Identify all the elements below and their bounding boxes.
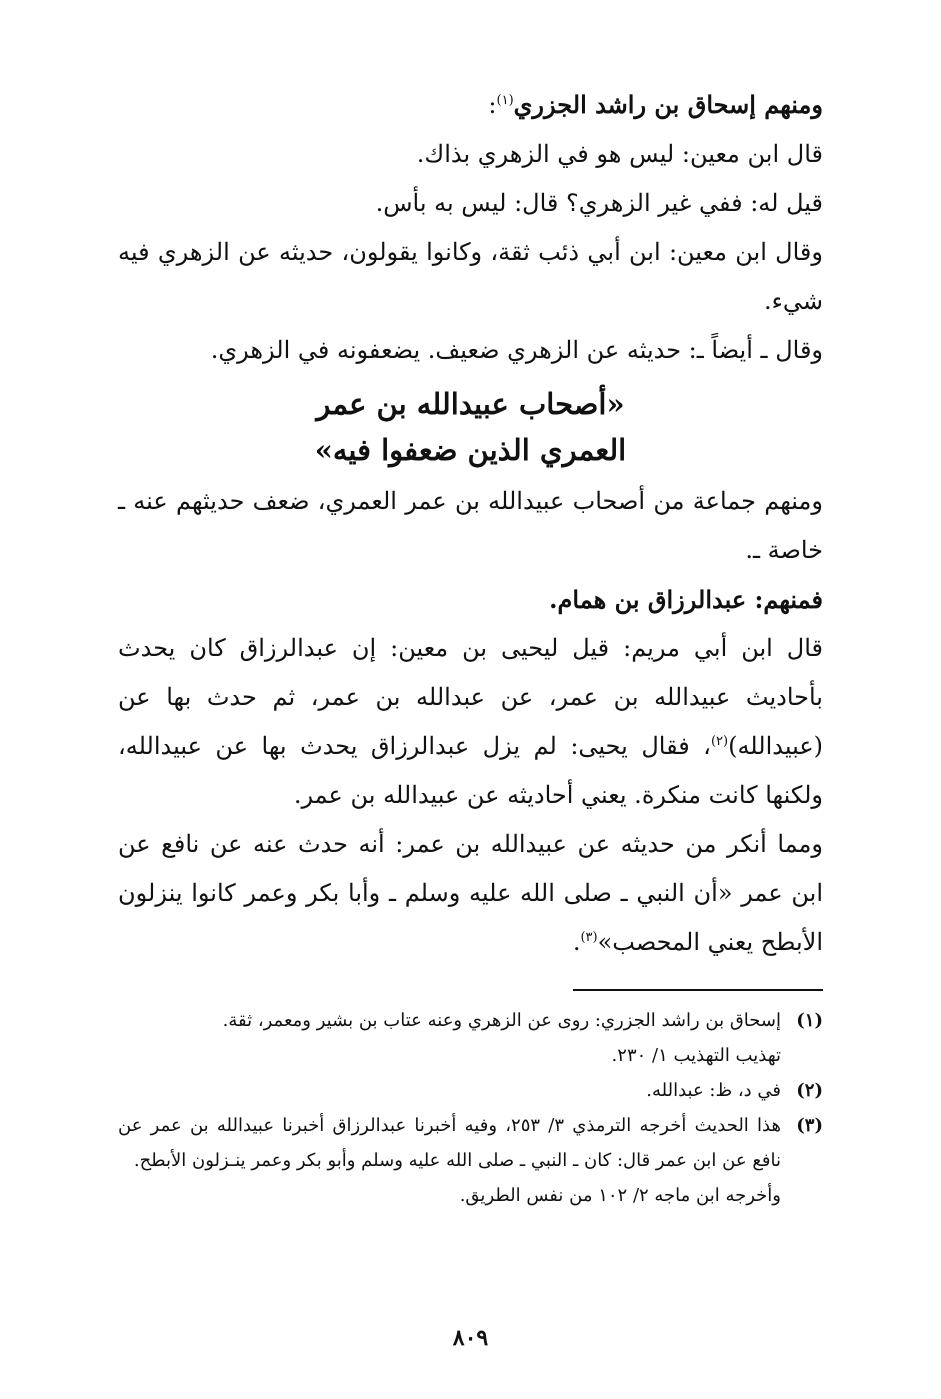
- footnote-line: إسحاق بن راشد الجزري: روى عن الزهري وعنه عتاب بن بشير ومعمر، ثقة.: [222, 1010, 781, 1031]
- footnote-ref-2[interactable]: (٢): [710, 734, 729, 749]
- footnote-body: [118, 1073, 781, 1108]
- paragraph-also-said: وقال ـ أيضاً ـ: حديثه عن الزهري ضعيف. يضعفونه في الزهري.: [210, 336, 823, 364]
- heading-line-2: العمري الذين ضعفوا فيه»: [314, 433, 627, 467]
- paragraph-ishaq-intro: [118, 80, 823, 130]
- footnote-2: [118, 1073, 823, 1108]
- footnote-body: [118, 1003, 781, 1073]
- footnote-1: [118, 1003, 823, 1073]
- footnote-body: [118, 1108, 781, 1213]
- page-number: ٨٠٩: [452, 1325, 489, 1351]
- paragraph-munkar-b: .: [572, 928, 581, 956]
- footnote-divider: [573, 989, 823, 991]
- colon: :: [488, 91, 497, 119]
- heading-line-1: «أصحاب عبيدالله بن عمر: [316, 387, 625, 421]
- footnote-line: وأخرجه ابن ماجه ٢/ ١٠٢ من نفس الطريق.: [459, 1185, 781, 1206]
- footnote-ref-3[interactable]: (٣): [580, 930, 598, 945]
- paragraph-abdulrazzaq: فمنهم: عبدالرزاق بن همام.: [549, 585, 823, 614]
- footnote-3: [118, 1108, 823, 1213]
- footnote-number: (٢): [796, 1080, 823, 1101]
- paragraph-ibn-abi-dhib: وقال ابن معين: ابن أبي ذئب ثقة، وكانوا يقولون، حديثه عن الزهري فيه شيء.: [118, 238, 823, 315]
- footnote-line: تهذيب التهذيب ١/ ٢٣٠.: [611, 1045, 781, 1066]
- paragraph-ibn-abi-maryam-b: ، فقال يحيى: لم يزل عبدالرزاق يحدث بها عن عبيدالله، ولكنها كانت منكرة. يعني أحاديثه عن عبيدالله بن عمر.: [118, 732, 823, 809]
- paragraph-ibn-abi-maryam-a: قال ابن أبي مريم: قيل ليحيى بن معين: إن عبدالرزاق كان يحدث بأحاديث عبيدالله بن عمر، عن عبدالله بن عمر، ثم حدث بها عن (عبيدالله): [118, 634, 823, 760]
- paragraph-ibn-abi-maryam: [118, 624, 823, 820]
- ishaq-title: ومنهم إسحاق بن راشد الجزري: [513, 90, 823, 119]
- paragraph-group: ومنهم جماعة من أصحاب عبيدالله بن عمر العمري، ضعف حديثهم عنه ـ خاصة ـ.: [118, 487, 823, 564]
- footnotes: [118, 1003, 823, 1213]
- paragraph-munkar: [118, 820, 823, 967]
- paragraph-question: قيل له: ففي غير الزهري؟ قال: ليس به بأس.: [375, 189, 823, 217]
- paragraph-munkar-a: ومما أنكر من حديثه عن عبيدالله بن عمر: أنه حدث عنه عن نافع عن ابن عمر «أن النبي ـ صلى الله عليه وسلم ـ وأبا بكر وعمر كانوا ينزلون الأبطح يعني المحصب»: [118, 830, 823, 956]
- section-text: [118, 477, 823, 967]
- main-text: [118, 80, 823, 375]
- footnote-line: هذا الحديث أخرجه الترمذي ٣/ ٢٥٣، وفيه أخبرنا عبدالرزاق أخبرنا عبيدالله بن عمر عن نافع عن ابن عمر قال: كان ـ النبي ـ صلى الله عليه وسلم وأبو بكر وعمر ينـزلون الأبطح.: [118, 1115, 781, 1171]
- footnote-line: في د، ظ: عبدالله.: [646, 1080, 781, 1101]
- footnote-number: (٣): [796, 1115, 823, 1136]
- paragraph-ibn-maeen-1: قال ابن معين: ليس هو في الزهري بذاك.: [416, 140, 823, 168]
- page: [118, 80, 823, 1359]
- section-heading: [118, 381, 823, 473]
- footnote-ref-1[interactable]: (١): [496, 93, 514, 108]
- footnote-number: (١): [796, 1010, 823, 1031]
